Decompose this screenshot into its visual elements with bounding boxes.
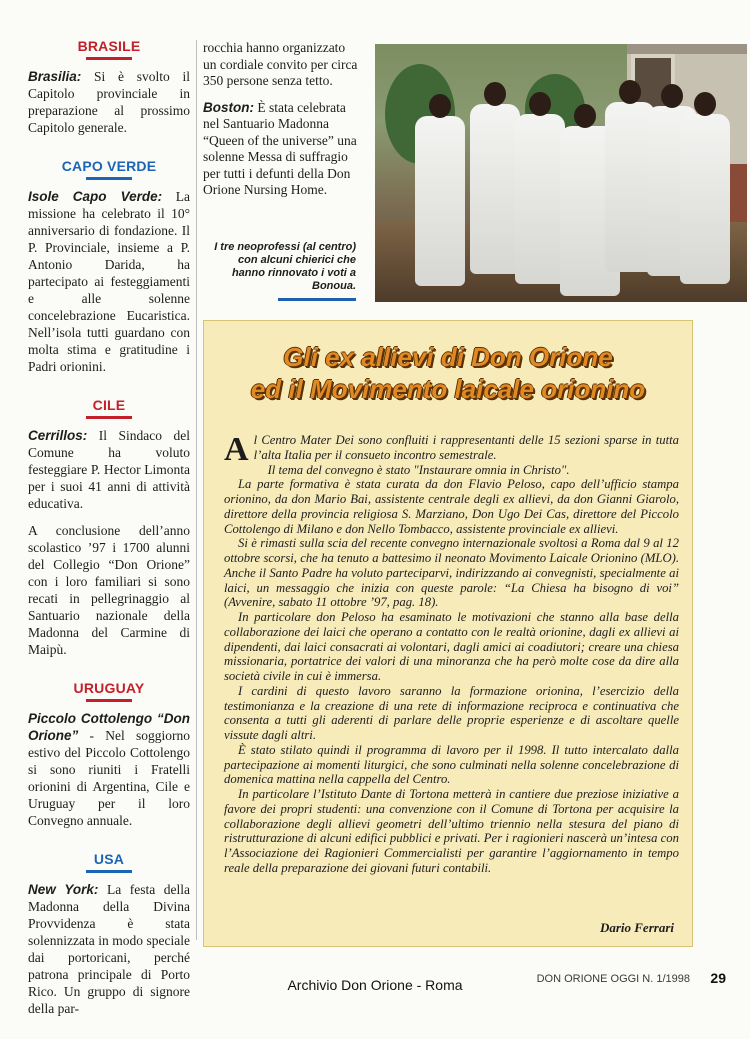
usa-continuation: rocchia hanno organizzato un cordiale convito per circa 350 persone senza tetto.: [203, 40, 358, 88]
caption-bar: [278, 298, 356, 301]
article-paragraph: In particolare don Peloso ha esaminato le motivazioni che stanno alla base della collaborazione dei laici che operano a contatto con le realtà orionine, dagli ex allievi ai dipendenti, dai laici consacrati ai volontari, dagli amici ai coadiutori; creare una chiesa missionaria, portatrice dei valori di una minoranza che ha però molte cose da dire alla società civile in cui è immersa.: [224, 610, 679, 683]
section-text: Brasilia: Si è svolto il Capitolo provinciale in preparazione al prossimo Capitolo generale.: [28, 69, 191, 135]
article-title: [204, 341, 692, 405]
page-footer: [0, 970, 750, 995]
title-line-2: ed il Movimento laicale orionino: [250, 374, 646, 404]
article-paragraph: Al Centro Mater Dei sono confluiti i rappresentanti delle 15 sezioni sparse in tutta l’alta Italia per il consueto incontro semestrale.: [224, 431, 679, 468]
article-paragraph: Si è rimasti sulla scia del recente convegno internazionale svoltosi a Roma dal 9 al 12 ottobre scorsi, che ha tenuto a battesimo il neonato Movimento Laicale Orionino (MLO). Anche il Santo Padre ha voluto parteciparvi, indirizzando ai convegnisti, specialmente ai laici, un messaggio che inizia con queste parole: “La Chiesa ha bisogno di voi” (Avvenire, sabato 11 ottobre ’97, pag. 18).: [224, 536, 679, 610]
article-paragraph: È stato stilato quindi il programma di lavoro per il 1998. Il tutto intercalato dalla partecipazione ai momenti liturgici, che sono culminati nella solenne concelebrazione di domenica mattina nella cappella del Centro.: [224, 742, 679, 787]
person-figure: [415, 116, 465, 286]
section-text: Cerrillos: Il Sindaco del Comune ha voluto festeggiare P. Hector Limonta per i suoi 41 anni di attività educativa.: [28, 428, 191, 511]
article-paragraph: I cardini di questo lavoro saranno la formazione orionina, l’esercizio della testimonianza e la creazione di una rete di informazione reciproca e continuativa che consenta a tutti gli aderenti di parlare delle proprie esperienze e di ascoltare quelle vissute dagli altri.: [224, 683, 679, 742]
photo-caption: I tre neoprofessi (al centro) con alcuni chierici che hanno rinnovato i voti a Bonoua.: [214, 241, 356, 292]
article-paragraph: In particolare l’Istituto Dante di Tortona metterà in cantiere due preziose iniziative a favore dei propri studenti: una convenzione con il Comune di Tortona per acquisire la collaborazione degli allievi geometri dell’ultimo triennio nella stesura del piano di ristrutturazione di alcuni edifici pubblici e privati. Per i ragionieri nascerà un’intesa con l’Associazione dei Ragionieri Commercialisti per garantire l’aggiornamento in tempo reale della preparazione dei giovani futuri contabili.: [224, 787, 679, 875]
article-box: [203, 320, 693, 947]
person-figure: [470, 104, 520, 274]
section-text: New York: La festa della Madonna della Divina Provvidenza è stata solennizzata in modo speciale dai portoricani, perché patrona principale di Porto Rico. Un gruppo di signore della par-: [28, 882, 190, 1016]
page-number: 29: [710, 970, 726, 986]
group-photo: [375, 44, 747, 302]
section-uruguay: [28, 680, 190, 829]
section-text: Isole Capo Verde: La missione ha celebrato il 10° anniversario di fondazione. Il P. Provinciale, insieme a P. Antonio Darida, ha partecipato ai festeggiamenti e alle solenne concelebrazione Eucaristica. Nell’isola tutti guardano con molta stima e gratitudine i Padri orionini.: [28, 189, 190, 374]
article-author: Dario Ferrari: [599, 920, 674, 935]
section-text-2: A conclusione dell’anno scolastico ’97 i 1700 alunni del Collegio “Don Orione” con i loro familiari si sono recati in pellegrinaggio al Santuario nazionale della Madonna del Carmine di Maipù.: [28, 523, 190, 657]
left-column: [28, 38, 190, 1039]
section-heading: BRASILE: [34, 38, 184, 60]
column-divider: [196, 40, 197, 940]
title-line-1: Gli ex allievi di Don Orione: [283, 342, 613, 372]
person-figure: [680, 114, 730, 284]
middle-column: [203, 40, 358, 209]
section-heading: USA: [34, 851, 184, 873]
section-heading: CILE: [34, 397, 184, 419]
section-heading: CAPO VERDE: [34, 158, 184, 180]
drop-cap: A: [224, 431, 249, 468]
person-figure: [515, 114, 565, 284]
magazine-label: DON ORIONE OGGI N. 1/1998: [536, 973, 690, 985]
section-brasile: [28, 38, 190, 136]
article-body: [224, 433, 679, 876]
article-paragraph: Il tema del convegno è stato "Instaurare omnia in Christo".: [267, 462, 570, 477]
boston-paragraph: Boston: È stata celebrata nel Santuario Madonna “Queen of the universe” una solenne Messa di suffragio per tutti i defunti della Don Orione Nursing Home.: [203, 99, 357, 197]
section-heading: URUGUAY: [34, 680, 184, 702]
archive-label: Archivio Don Orione - Roma: [287, 977, 463, 993]
roof-edge: [627, 44, 747, 54]
section-text: Piccolo Cottolengo “Don Orione” - Nel soggiorno estivo del Piccolo Cottolengo si sono riuniti i Fratelli orionini di Argentina, Cile e Uruguay per il loro Convegno annuale.: [28, 711, 190, 828]
article-paragraph: La parte formativa è stata curata da don Flavio Peloso, capo dell’ufficio stampa orionino, da don Mario Bai, assistente centrale degli ex allievi, da don Gianni Giarolo, direttore della provincia religiosa S. Marziano, Don Ugo Dei Cas, direttore del Piccolo Cottolengo di Milano e don Nello Tombacco, assistente provinciale ex allievi.: [224, 477, 679, 536]
section-capo-verde: [28, 158, 190, 375]
section-cile: [28, 397, 190, 658]
